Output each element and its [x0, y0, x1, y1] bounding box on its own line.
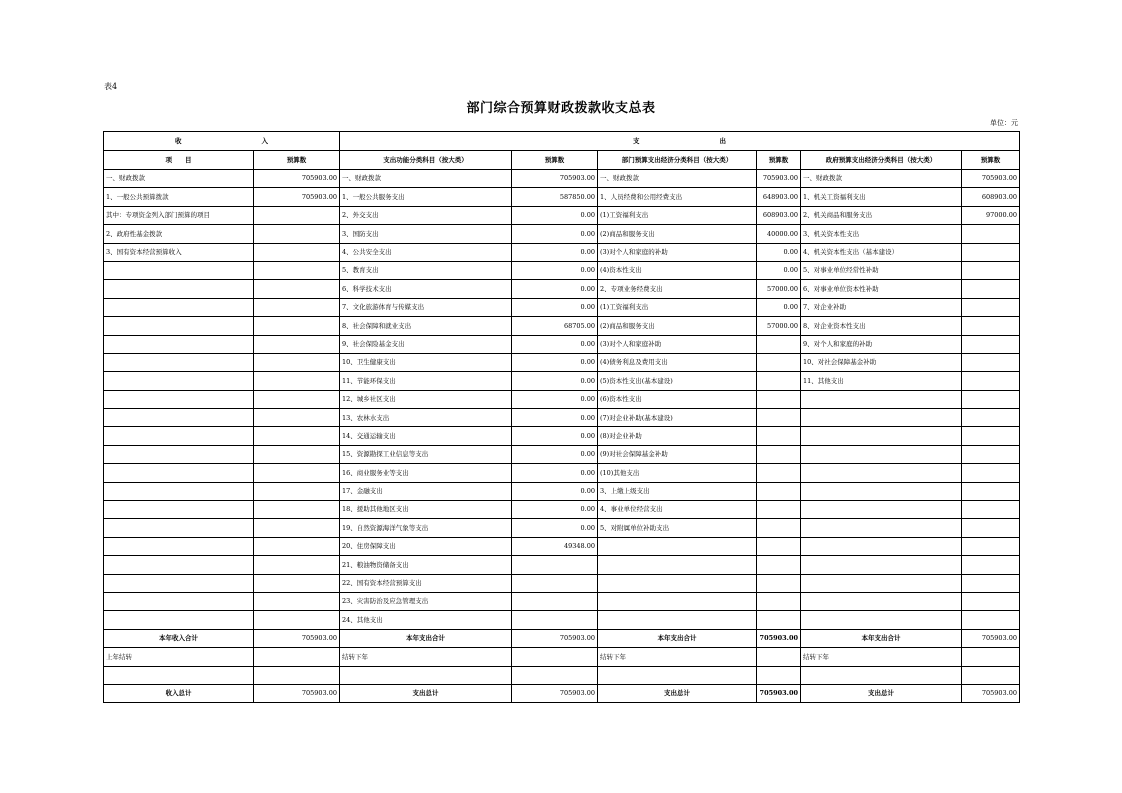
item-cell: [598, 574, 757, 592]
budget-cell: [757, 556, 801, 574]
item-cell: [104, 464, 254, 482]
budget-cell: 608903.00: [757, 206, 801, 224]
budget-cell: [962, 556, 1020, 574]
budget-cell: [962, 280, 1020, 298]
col-header-dept-economic-class: 部门预算支出经济分类科目（按大类）: [598, 151, 757, 170]
budget-cell: 0.00: [757, 298, 801, 316]
item-cell: [104, 592, 254, 610]
income-group-header: 收 入: [104, 132, 340, 151]
budget-cell: [512, 592, 598, 610]
budget-cell: [962, 445, 1020, 463]
budget-cell: 705903.00: [962, 629, 1020, 647]
empty-cell: [757, 666, 801, 684]
budget-cell: [512, 648, 598, 666]
budget-cell: [254, 501, 340, 519]
table-row: [104, 317, 1020, 335]
item-cell: 结转下年: [801, 648, 962, 666]
item-cell: [104, 372, 254, 390]
budget-cell: 705903.00: [757, 629, 801, 647]
budget-cell: [757, 335, 801, 353]
col-header-budget: 预算数: [757, 151, 801, 170]
budget-cell: [962, 353, 1020, 371]
item-cell: [801, 390, 962, 408]
item-cell: 支出总计: [801, 684, 962, 702]
budget-cell: [254, 648, 340, 666]
item-cell: 2、政府性基金拨款: [104, 225, 254, 243]
budget-cell: 0.00: [512, 206, 598, 224]
budget-cell: [962, 317, 1020, 335]
budget-cell: 0.00: [512, 409, 598, 427]
item-cell: 8、社会保障和就业支出: [340, 317, 512, 335]
budget-cell: [962, 390, 1020, 408]
budget-cell: 40000.00: [757, 225, 801, 243]
budget-cell: [254, 611, 340, 629]
budget-cell: [962, 519, 1020, 537]
budget-cell: [254, 409, 340, 427]
column-header-row: [104, 151, 1020, 170]
item-cell: 一、财政拨款: [340, 170, 512, 188]
item-cell: 1、一般公共预算拨款: [104, 188, 254, 206]
item-cell: 结转下年: [340, 648, 512, 666]
budget-cell: 0.00: [512, 501, 598, 519]
budget-cell: 705903.00: [512, 629, 598, 647]
budget-cell: [254, 445, 340, 463]
item-cell: 10、对社会保障基金补助: [801, 353, 962, 371]
item-cell: 4、机关资本性支出（基本建设）: [801, 243, 962, 261]
item-cell: [104, 611, 254, 629]
item-cell: 15、资源勘探工业信息等支出: [340, 445, 512, 463]
budget-cell: 0.00: [512, 243, 598, 261]
item-cell: 7、对企业补助: [801, 298, 962, 316]
budget-cell: 705903.00: [962, 684, 1020, 702]
spacer-row: [104, 666, 1020, 684]
budget-cell: 705903.00: [757, 170, 801, 188]
budget-cell: 705903.00: [254, 188, 340, 206]
budget-cell: [757, 592, 801, 610]
budget-cell: [962, 537, 1020, 555]
budget-cell: [962, 225, 1020, 243]
expense-group-header: 支 出: [340, 132, 1020, 151]
item-cell: 3、国有资本经营预算收入: [104, 243, 254, 261]
item-cell: [104, 390, 254, 408]
item-cell: (4)债务利息及费用支出: [598, 353, 757, 371]
item-cell: 21、粮油物资储备支出: [340, 556, 512, 574]
item-cell: 9、社会保险基金支出: [340, 335, 512, 353]
item-cell: 24、其他支出: [340, 611, 512, 629]
budget-cell: 705903.00: [512, 684, 598, 702]
budget-cell: [254, 317, 340, 335]
item-cell: [104, 574, 254, 592]
budget-cell: [254, 353, 340, 371]
budget-cell: [962, 574, 1020, 592]
item-cell: [801, 482, 962, 500]
table-row: [104, 243, 1020, 261]
item-cell: 6、科学技术支出: [340, 280, 512, 298]
item-cell: [801, 501, 962, 519]
budget-cell: [757, 445, 801, 463]
subtotal-row: [104, 629, 1020, 647]
budget-table: [103, 131, 1020, 703]
budget-cell: [962, 592, 1020, 610]
item-cell: [801, 592, 962, 610]
budget-cell: [254, 372, 340, 390]
item-cell: 本年支出合计: [598, 629, 757, 647]
budget-cell: [757, 482, 801, 500]
budget-cell: [254, 519, 340, 537]
empty-cell: [801, 666, 962, 684]
item-cell: [104, 501, 254, 519]
item-cell: (1)工资福利支出: [598, 206, 757, 224]
item-cell: [104, 353, 254, 371]
item-cell: 一、财政拨款: [801, 170, 962, 188]
item-cell: [104, 298, 254, 316]
item-cell: (8)对企业补助: [598, 427, 757, 445]
item-cell: 12、城乡社区支出: [340, 390, 512, 408]
item-cell: [104, 482, 254, 500]
carry-row: [104, 648, 1020, 666]
budget-cell: [962, 482, 1020, 500]
budget-cell: [254, 261, 340, 279]
table-row: [104, 501, 1020, 519]
item-cell: [104, 537, 254, 555]
item-cell: [801, 611, 962, 629]
budget-cell: [757, 611, 801, 629]
budget-cell: [962, 464, 1020, 482]
table-row: [104, 556, 1020, 574]
item-cell: 2、专项业务经费支出: [598, 280, 757, 298]
item-cell: (2)商品和服务支出: [598, 225, 757, 243]
budget-cell: [254, 298, 340, 316]
budget-cell: [757, 537, 801, 555]
item-cell: 6、对事业单位资本性补助: [801, 280, 962, 298]
table-row: [104, 225, 1020, 243]
budget-cell: [512, 556, 598, 574]
item-cell: 上年结转: [104, 648, 254, 666]
item-cell: 11、其他支出: [801, 372, 962, 390]
budget-cell: [254, 335, 340, 353]
col-header-gov-economic-class: 政府预算支出经济分类科目（按大类）: [801, 151, 962, 170]
budget-cell: [254, 390, 340, 408]
item-cell: 4、事业单位经营支出: [598, 501, 757, 519]
budget-cell: 608903.00: [962, 188, 1020, 206]
budget-cell: 57000.00: [757, 280, 801, 298]
budget-cell: [254, 592, 340, 610]
unit-label: 单位：元: [990, 119, 1018, 127]
item-cell: 10、卫生健康支出: [340, 353, 512, 371]
budget-cell: [254, 464, 340, 482]
item-cell: 本年支出合计: [340, 629, 512, 647]
item-cell: (10)其他支出: [598, 464, 757, 482]
item-cell: 结转下年: [598, 648, 757, 666]
item-cell: 19、自然资源海洋气象等支出: [340, 519, 512, 537]
empty-cell: [340, 666, 512, 684]
item-cell: 7、文化旅游体育与传媒支出: [340, 298, 512, 316]
item-cell: [801, 574, 962, 592]
table-row: [104, 298, 1020, 316]
empty-cell: [104, 666, 254, 684]
col-header-function-class: 支出功能分类科目（按大类）: [340, 151, 512, 170]
budget-cell: 0.00: [512, 353, 598, 371]
col-header-budget: 预算数: [962, 151, 1020, 170]
budget-cell: 0.00: [512, 335, 598, 353]
item-cell: [801, 556, 962, 574]
item-cell: 1、人员经费和公用经费支出: [598, 188, 757, 206]
budget-cell: 97000.00: [962, 206, 1020, 224]
item-cell: 18、援助其他地区支出: [340, 501, 512, 519]
item-cell: (6)资本性支出: [598, 390, 757, 408]
item-cell: [598, 592, 757, 610]
budget-cell: [962, 335, 1020, 353]
table-row: [104, 280, 1020, 298]
budget-cell: [512, 611, 598, 629]
item-cell: (3)对个人和家庭补助: [598, 335, 757, 353]
budget-cell: 0.00: [512, 225, 598, 243]
budget-cell: 0.00: [512, 464, 598, 482]
table-row: [104, 372, 1020, 390]
item-cell: [801, 519, 962, 537]
item-cell: 1、一般公共服务支出: [340, 188, 512, 206]
item-cell: [801, 409, 962, 427]
item-cell: 5、对事业单位经常性补助: [801, 261, 962, 279]
item-cell: 8、对企业资本性支出: [801, 317, 962, 335]
budget-cell: [254, 556, 340, 574]
table-row: [104, 170, 1020, 188]
budget-cell: 57000.00: [757, 317, 801, 335]
budget-cell: [254, 482, 340, 500]
item-cell: 2、机关商品和服务支出: [801, 206, 962, 224]
item-cell: 9、对个人和家庭的补助: [801, 335, 962, 353]
budget-cell: 705903.00: [254, 629, 340, 647]
item-cell: 11、节能环保支出: [340, 372, 512, 390]
budget-cell: [757, 501, 801, 519]
item-cell: (9)对社会保障基金补助: [598, 445, 757, 463]
item-cell: 5、教育支出: [340, 261, 512, 279]
budget-cell: 0.00: [512, 427, 598, 445]
table-row: [104, 537, 1020, 555]
item-cell: 20、住房保障支出: [340, 537, 512, 555]
col-header-item: 项 目: [104, 151, 254, 170]
item-cell: 本年收入合计: [104, 629, 254, 647]
budget-cell: 0.00: [512, 519, 598, 537]
budget-cell: [962, 648, 1020, 666]
budget-cell: [962, 372, 1020, 390]
budget-cell: [757, 427, 801, 445]
empty-cell: [254, 666, 340, 684]
table-row: [104, 464, 1020, 482]
item-cell: 13、农林水支出: [340, 409, 512, 427]
table-label: 表4: [104, 82, 118, 91]
budget-cell: 0.00: [512, 445, 598, 463]
item-cell: (4)资本性支出: [598, 261, 757, 279]
table-row: [104, 482, 1020, 500]
item-cell: (7)对企业补助(基本建设): [598, 409, 757, 427]
item-cell: [104, 317, 254, 335]
budget-cell: 705903.00: [254, 170, 340, 188]
budget-cell: [254, 427, 340, 445]
col-header-budget: 预算数: [512, 151, 598, 170]
budget-cell: [757, 372, 801, 390]
budget-cell: 0.00: [512, 390, 598, 408]
item-cell: [104, 409, 254, 427]
item-cell: 收入总计: [104, 684, 254, 702]
empty-cell: [598, 666, 757, 684]
table-row: [104, 353, 1020, 371]
page-title: 部门综合预算财政拨款收支总表: [466, 101, 656, 116]
table-row: [104, 592, 1020, 610]
table-row: [104, 390, 1020, 408]
item-cell: [801, 464, 962, 482]
total-row: [104, 684, 1020, 702]
budget-cell: [962, 501, 1020, 519]
table-row: [104, 445, 1020, 463]
item-cell: (1)工资福利支出: [598, 298, 757, 316]
budget-cell: [254, 225, 340, 243]
item-cell: (5)资本性支出(基本建设): [598, 372, 757, 390]
budget-cell: 0.00: [757, 261, 801, 279]
budget-cell: [962, 409, 1020, 427]
budget-cell: 68705.00: [512, 317, 598, 335]
budget-cell: 0.00: [512, 482, 598, 500]
budget-cell: 0.00: [757, 243, 801, 261]
budget-cell: [962, 261, 1020, 279]
item-cell: 2、外交支出: [340, 206, 512, 224]
item-cell: 3、机关资本性支出: [801, 225, 962, 243]
table-row: [104, 206, 1020, 224]
empty-cell: [962, 666, 1020, 684]
budget-cell: [512, 574, 598, 592]
budget-cell: [254, 280, 340, 298]
table-row: [104, 261, 1020, 279]
budget-cell: 0.00: [512, 372, 598, 390]
item-cell: [104, 261, 254, 279]
item-cell: [104, 519, 254, 537]
item-cell: 14、交通运输支出: [340, 427, 512, 445]
item-cell: 支出总计: [340, 684, 512, 702]
item-cell: [598, 537, 757, 555]
budget-cell: 705903.00: [962, 170, 1020, 188]
budget-cell: 0.00: [512, 298, 598, 316]
item-cell: [801, 445, 962, 463]
col-header-budget: 预算数: [254, 151, 340, 170]
item-cell: [598, 556, 757, 574]
item-cell: 支出总计: [598, 684, 757, 702]
group-header-row: [104, 132, 1020, 151]
item-cell: [104, 445, 254, 463]
item-cell: [104, 335, 254, 353]
item-cell: 23、灾害防治及应急管理支出: [340, 592, 512, 610]
table-row: [104, 611, 1020, 629]
table-row: [104, 188, 1020, 206]
item-cell: (2)商品和服务支出: [598, 317, 757, 335]
item-cell: 4、公共安全支出: [340, 243, 512, 261]
budget-cell: [962, 611, 1020, 629]
item-cell: [104, 427, 254, 445]
item-cell: [598, 611, 757, 629]
budget-cell: [962, 427, 1020, 445]
item-cell: 3、上缴上级支出: [598, 482, 757, 500]
budget-cell: 0.00: [512, 261, 598, 279]
budget-cell: [757, 390, 801, 408]
budget-cell: [254, 243, 340, 261]
budget-cell: [757, 353, 801, 371]
budget-cell: [757, 519, 801, 537]
budget-cell: 705903.00: [254, 684, 340, 702]
budget-cell: [757, 409, 801, 427]
item-cell: 一、财政拨款: [104, 170, 254, 188]
item-cell: 1、机关工资福利支出: [801, 188, 962, 206]
table-row: [104, 335, 1020, 353]
budget-cell: [254, 537, 340, 555]
budget-cell: 49348.00: [512, 537, 598, 555]
budget-cell: [962, 243, 1020, 261]
budget-cell: 648903.00: [757, 188, 801, 206]
table-row: [104, 519, 1020, 537]
item-cell: (3)对个人和家庭的补助: [598, 243, 757, 261]
budget-cell: [254, 574, 340, 592]
empty-cell: [512, 666, 598, 684]
item-cell: [104, 280, 254, 298]
budget-cell: 705903.00: [757, 684, 801, 702]
item-cell: 17、金融支出: [340, 482, 512, 500]
item-cell: 本年支出合计: [801, 629, 962, 647]
item-cell: 其中：专项资金列入部门预算的项目: [104, 206, 254, 224]
table-row: [104, 409, 1020, 427]
budget-cell: 587850.00: [512, 188, 598, 206]
budget-cell: [757, 574, 801, 592]
table-row: [104, 574, 1020, 592]
budget-cell: [962, 298, 1020, 316]
budget-cell: [254, 206, 340, 224]
budget-cell: [757, 648, 801, 666]
item-cell: [801, 537, 962, 555]
budget-cell: 705903.00: [512, 170, 598, 188]
item-cell: 一、财政拨款: [598, 170, 757, 188]
item-cell: 16、商业服务业等支出: [340, 464, 512, 482]
item-cell: 22、国有资本经营预算支出: [340, 574, 512, 592]
item-cell: 5、对附属单位补助支出: [598, 519, 757, 537]
item-cell: [104, 556, 254, 574]
item-cell: 3、国防支出: [340, 225, 512, 243]
budget-cell: 0.00: [512, 280, 598, 298]
budget-cell: [757, 464, 801, 482]
item-cell: [801, 427, 962, 445]
table-row: [104, 427, 1020, 445]
